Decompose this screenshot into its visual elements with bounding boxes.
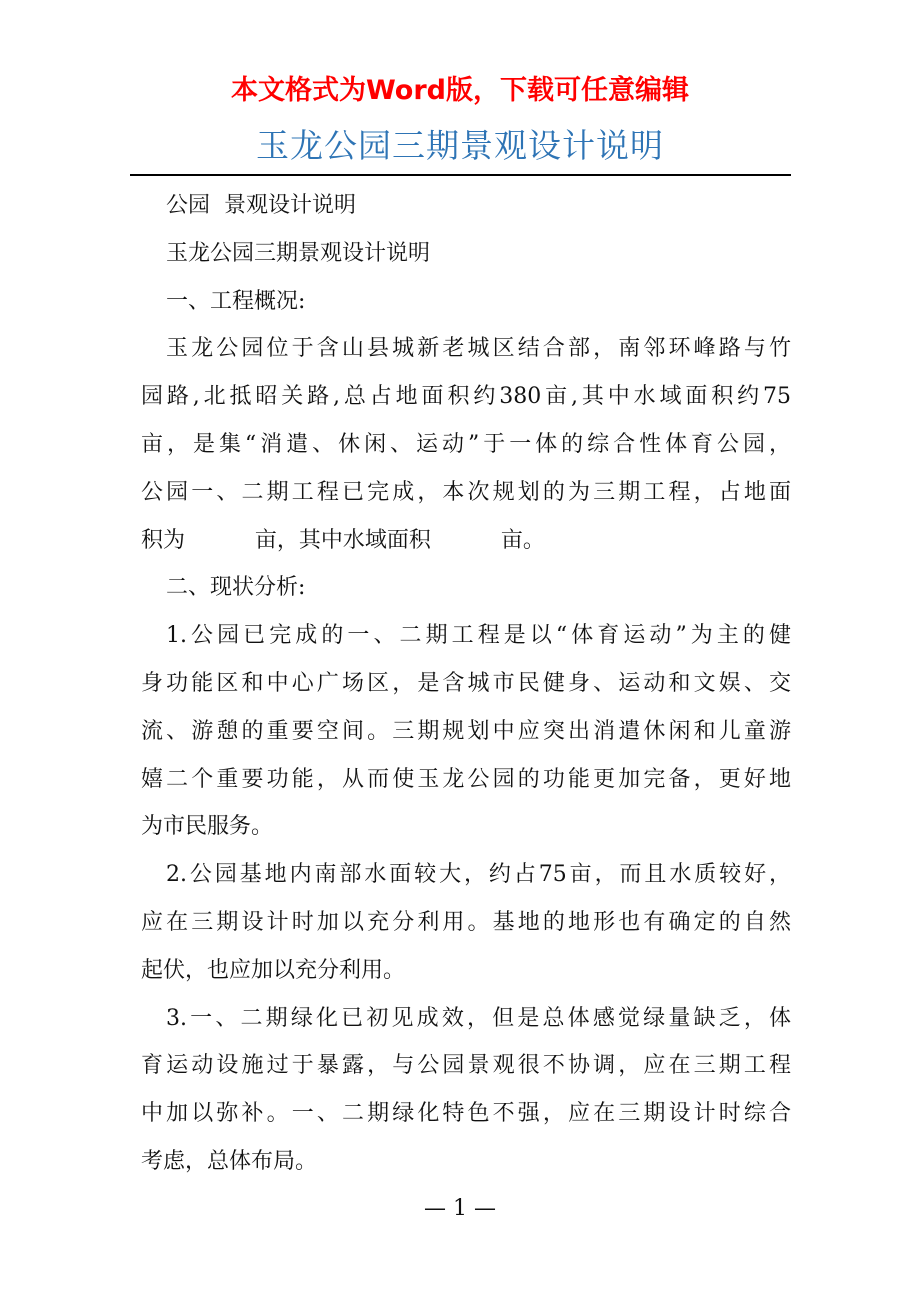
paragraph-line: 身功能区和中心广场区，是含城市民健身、运动和文娱、交 — [141, 670, 791, 696]
paragraph-line: 育运动设施过于暴露，与公园景观很不协调，应在三期工程 — [141, 1053, 791, 1079]
header-divider — [130, 174, 791, 176]
page-number: — 1 — — [424, 1196, 496, 1221]
paragraph-line: 二、现状分析: — [166, 575, 306, 601]
paragraph-line: 嬉二个重要功能，从而使玉龙公园的功能更加完备，更好地 — [141, 766, 791, 792]
paragraph-line: 一、工程概况: — [166, 288, 306, 314]
paragraph — [141, 564, 791, 612]
paragraph-line: 公园 景观设计说明 — [166, 193, 356, 218]
editable-notice-banner: 本文格式为Word版，下载可任意编辑 — [230, 75, 689, 106]
paragraph-line: 应在三期设计时加以充分利用。基地的地形也有确定的自然 — [141, 909, 791, 935]
paragraph-line: 流、游憩的重要空间。三期规划中应突出消遣休闲和儿童游 — [141, 718, 791, 744]
paragraph — [141, 851, 791, 994]
paragraph — [141, 278, 791, 326]
paragraph-line: 1.公园已完成的一、二期工程是以“体育运动”为主的健 — [166, 623, 791, 649]
paragraph-line: 为市民服务。 — [141, 814, 274, 840]
paragraph — [141, 325, 791, 564]
paragraph-line: 玉龙公园三期景观设计说明 — [166, 240, 431, 266]
document-body — [141, 182, 791, 1186]
paragraph-line: 考虑，总体布局。 — [141, 1148, 318, 1174]
document-title: 玉龙公园三期景观设计说明 — [256, 126, 664, 165]
paragraph-line: 公园一、二期工程已完成，本次规划的为三期工程，占地面 — [141, 479, 791, 505]
paragraph-line: 中加以弥补。一、二期绿化特色不强，应在三期设计时综合 — [141, 1101, 791, 1127]
paragraph — [141, 230, 791, 278]
paragraph-line: 2.公园基地内南部水面较大，约占75亩，而且水质较好， — [166, 862, 791, 888]
paragraph-line: 园路,北抵昭关路,总占地面积约380亩,其中水域面积约75 — [141, 384, 791, 410]
paragraph — [141, 182, 791, 230]
paragraph-line: 亩，是集“消遣、休闲、运动”于一体的综合性体育公园， — [141, 431, 791, 457]
paragraph — [141, 612, 791, 851]
paragraph-line: 玉龙公园位于含山县城新老城区结合部，南邻环峰路与竹 — [166, 336, 791, 362]
paragraph — [141, 995, 791, 1186]
paragraph-line: 3.一、二期绿化已初见成效，但是总体感觉绿量缺乏，体 — [166, 1005, 791, 1031]
paragraph-line: 积为 亩，其中水域面积 亩。 — [141, 527, 545, 553]
paragraph-line: 起伏，也应加以充分利用。 — [141, 957, 406, 983]
